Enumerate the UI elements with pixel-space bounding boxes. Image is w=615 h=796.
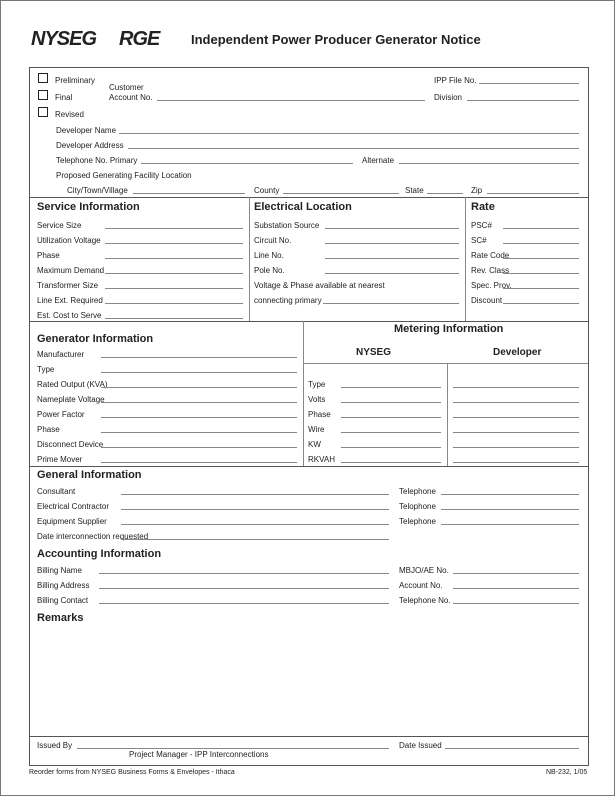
- rate-item-field[interactable]: [503, 273, 579, 274]
- state-field[interactable]: [427, 193, 463, 194]
- electrical-item-field[interactable]: [325, 243, 459, 244]
- metering-developer-field[interactable]: [453, 447, 579, 448]
- accounting-right-field[interactable]: [453, 603, 579, 604]
- nyseg-logo: NYSEG: [31, 28, 97, 50]
- accounting-item-label: Billing Contact: [37, 596, 89, 605]
- divider: [303, 321, 304, 466]
- metering-nyseg-item-label: Volts: [308, 395, 326, 404]
- divider: [29, 736, 588, 737]
- accounting-item-label: Billing Address: [37, 581, 90, 590]
- project-manager-label: Project Manager - IPP Interconnections: [129, 750, 269, 759]
- rate-item-field[interactable]: [503, 243, 579, 244]
- general-telephone-field[interactable]: [441, 494, 579, 495]
- service-item-field[interactable]: [105, 288, 243, 289]
- metering-info-heading: Metering Information: [394, 323, 504, 335]
- accounting-right-label: Telephone No.: [399, 596, 451, 605]
- connecting-primary-label: connecting primary: [254, 296, 322, 305]
- general-item-field[interactable]: [121, 524, 389, 525]
- service-item-label: Est. Cost to Serve: [37, 311, 102, 320]
- accounting-item-field[interactable]: [99, 573, 389, 574]
- rate-item-label: Rev. Class: [471, 266, 510, 275]
- proposed-location-label: Proposed Generating Facility Location: [56, 171, 192, 180]
- generator-info-heading: Generator Information: [37, 333, 154, 345]
- divider: [29, 321, 588, 322]
- division-field[interactable]: [467, 100, 579, 101]
- issued-by-field[interactable]: [77, 748, 389, 749]
- service-item-field[interactable]: [105, 273, 243, 274]
- division-label: Division: [434, 93, 463, 102]
- service-item-label: Phase: [37, 251, 60, 260]
- generator-item-label: Phase: [37, 425, 60, 434]
- divider: [303, 363, 588, 364]
- state-label: State: [405, 186, 424, 195]
- accounting-right-field[interactable]: [453, 588, 579, 589]
- metering-nyseg-item-field[interactable]: [341, 462, 441, 463]
- reorder-note: Reorder forms from NYSEG Business Forms & Envelopes - Ithaca: [29, 769, 235, 776]
- general-telephone-field[interactable]: [441, 524, 579, 525]
- zip-label: Zip: [471, 186, 483, 195]
- preliminary-checkbox[interactable]: [38, 73, 48, 83]
- general-telephone-label: Telophone: [399, 502, 436, 511]
- generator-item-field[interactable]: [101, 417, 297, 418]
- rate-item-field[interactable]: [503, 258, 579, 259]
- divider: [465, 197, 466, 321]
- service-info-heading: Service Information: [37, 201, 140, 213]
- rate-item-label: SC#: [471, 236, 487, 245]
- metering-nyseg-item-field[interactable]: [341, 402, 441, 403]
- service-item-field[interactable]: [105, 228, 243, 229]
- generator-item-field[interactable]: [101, 432, 297, 433]
- account-no-field[interactable]: [157, 100, 425, 101]
- accounting-right-label: Account No.: [399, 581, 443, 590]
- metering-developer-field[interactable]: [453, 462, 579, 463]
- connecting-primary-field[interactable]: [323, 303, 459, 304]
- rate-item-label: Discount: [471, 296, 503, 305]
- metering-developer-field[interactable]: [453, 417, 579, 418]
- accounting-info-heading: Accounting Information: [37, 548, 162, 560]
- rate-item-label: PSC#: [471, 221, 492, 230]
- divider: [249, 197, 250, 321]
- generator-item-label: Prime Mover: [37, 455, 83, 464]
- electrical-item-label: Pole No.: [254, 266, 285, 275]
- issued-by-label: Issued By: [37, 741, 73, 750]
- accounting-item-label: Billing Name: [37, 566, 82, 575]
- developer-name-label: Developer Name: [56, 126, 117, 135]
- service-item-label: Maximum Demand: [37, 266, 105, 275]
- general-item-field[interactable]: [121, 509, 389, 510]
- rge-logo: RGE: [119, 28, 160, 50]
- metering-nyseg-item-field[interactable]: [341, 387, 441, 388]
- metering-nyseg-item-label: RKVAH: [308, 455, 335, 464]
- divider: [29, 197, 588, 198]
- developer-name-field[interactable]: [119, 133, 579, 134]
- service-item-field[interactable]: [105, 303, 243, 304]
- account-no-label: Account No.: [109, 93, 153, 102]
- rate-item-field[interactable]: [503, 303, 579, 304]
- final-checkbox[interactable]: [38, 90, 48, 100]
- preliminary-label: Preliminary: [55, 76, 96, 85]
- general-telephone-label: Telephone: [399, 487, 436, 496]
- generator-item-field[interactable]: [101, 447, 297, 448]
- service-item-label: Utilization Voltage: [37, 236, 101, 245]
- accounting-right-field[interactable]: [453, 573, 579, 574]
- generator-item-label: Nameplate Voltage: [37, 395, 105, 404]
- metering-developer-field[interactable]: [453, 432, 579, 433]
- service-item-label: Transformer Size: [37, 281, 99, 290]
- general-info-heading: General Information: [37, 469, 142, 481]
- metering-nyseg-item-label: KW: [308, 440, 321, 449]
- electrical-item-field[interactable]: [325, 228, 459, 229]
- general-item-field[interactable]: [121, 539, 389, 540]
- developer-address-label: Developer Address: [56, 141, 124, 150]
- accounting-right-label: MBJO/AE No.: [399, 566, 449, 575]
- electrical-location-heading: Electrical Location: [254, 201, 352, 213]
- date-issued-field[interactable]: [445, 748, 579, 749]
- electrical-item-label: Line No.: [254, 251, 284, 260]
- rate-item-label: Rate Code: [471, 251, 510, 260]
- electrical-item-field[interactable]: [325, 258, 459, 259]
- remarks-area[interactable]: [37, 629, 581, 731]
- date-issued-label: Date Issued: [399, 741, 442, 750]
- electrical-item-label: Substation Source: [254, 221, 320, 230]
- revised-checkbox[interactable]: [38, 107, 48, 117]
- zip-field[interactable]: [487, 193, 579, 194]
- customer-label: Customer: [109, 83, 144, 92]
- ipp-file-label: IPP File No.: [434, 76, 477, 85]
- service-item-field[interactable]: [105, 258, 243, 259]
- divider: [29, 466, 588, 467]
- developer-address-field[interactable]: [128, 148, 579, 149]
- electrical-item-field[interactable]: [325, 273, 459, 274]
- divider: [447, 363, 448, 466]
- final-label: Final: [55, 93, 73, 102]
- general-item-label: Consultant: [37, 487, 76, 496]
- telephone-primary-label: Telephone No. Primary: [56, 156, 138, 165]
- form-number: NB-232, 1/05: [546, 769, 588, 776]
- city-label: City/Town/Village: [67, 186, 128, 195]
- rate-item-field[interactable]: [503, 228, 579, 229]
- form-title: Independent Power Producer Generator Notice: [191, 32, 481, 47]
- generator-item-field[interactable]: [101, 357, 297, 358]
- service-item-field[interactable]: [105, 243, 243, 244]
- metering-nyseg-item-field[interactable]: [341, 432, 441, 433]
- metering-nyseg-item-label: Type: [308, 380, 326, 389]
- general-telephone-label: Telephone: [399, 517, 436, 526]
- general-item-label: Equipment Supplier: [37, 517, 107, 526]
- electrical-item-label: Circuit No.: [254, 236, 292, 245]
- accounting-item-field[interactable]: [99, 603, 389, 604]
- metering-nyseg-item-label: Wire: [308, 425, 325, 434]
- remarks-heading: Remarks: [37, 612, 84, 624]
- metering-developer-field[interactable]: [453, 402, 579, 403]
- generator-item-field[interactable]: [101, 402, 297, 403]
- rate-heading: Rate: [471, 201, 495, 213]
- service-item-label: Service Size: [37, 221, 82, 230]
- generator-item-label: Disconnect Device: [37, 440, 104, 449]
- general-item-label: Electrical Contractor: [37, 502, 110, 511]
- county-field[interactable]: [283, 193, 399, 194]
- rate-item-field[interactable]: [503, 288, 579, 289]
- alternate-field[interactable]: [399, 163, 579, 164]
- city-field[interactable]: [133, 193, 245, 194]
- general-telephone-field[interactable]: [441, 509, 579, 510]
- generator-item-label: Rated Output (KVA): [37, 380, 108, 389]
- service-item-label: Line Ext. Required: [37, 296, 103, 305]
- service-item-field[interactable]: [105, 318, 243, 319]
- county-label: County: [254, 186, 280, 195]
- metering-nyseg-item-field[interactable]: [341, 417, 441, 418]
- generator-item-label: Manufacturer: [37, 350, 85, 359]
- telephone-primary-field[interactable]: [141, 163, 353, 164]
- alternate-label: Alternate: [362, 156, 395, 165]
- general-item-field[interactable]: [121, 494, 389, 495]
- generator-item-field[interactable]: [101, 462, 297, 463]
- generator-item-label: Type: [37, 365, 55, 374]
- general-item-label: Date interconnection requested: [37, 532, 149, 541]
- generator-item-label: Power Factor: [37, 410, 85, 419]
- metering-nyseg-item-label: Phase: [308, 410, 331, 419]
- metering-nyseg-item-field[interactable]: [341, 447, 441, 448]
- rate-item-label: Spec. Prov.: [471, 281, 512, 290]
- metering-developer-field[interactable]: [453, 387, 579, 388]
- accounting-item-field[interactable]: [99, 588, 389, 589]
- generator-item-field[interactable]: [101, 387, 297, 388]
- voltage-phase-label: Voltage & Phase available at nearest: [254, 281, 385, 290]
- generator-item-field[interactable]: [101, 372, 297, 373]
- revised-label: Revised: [55, 110, 84, 119]
- metering-developer-heading: Developer: [493, 347, 542, 358]
- metering-nyseg-heading: NYSEG: [356, 347, 392, 358]
- ipp-file-field[interactable]: [479, 83, 579, 84]
